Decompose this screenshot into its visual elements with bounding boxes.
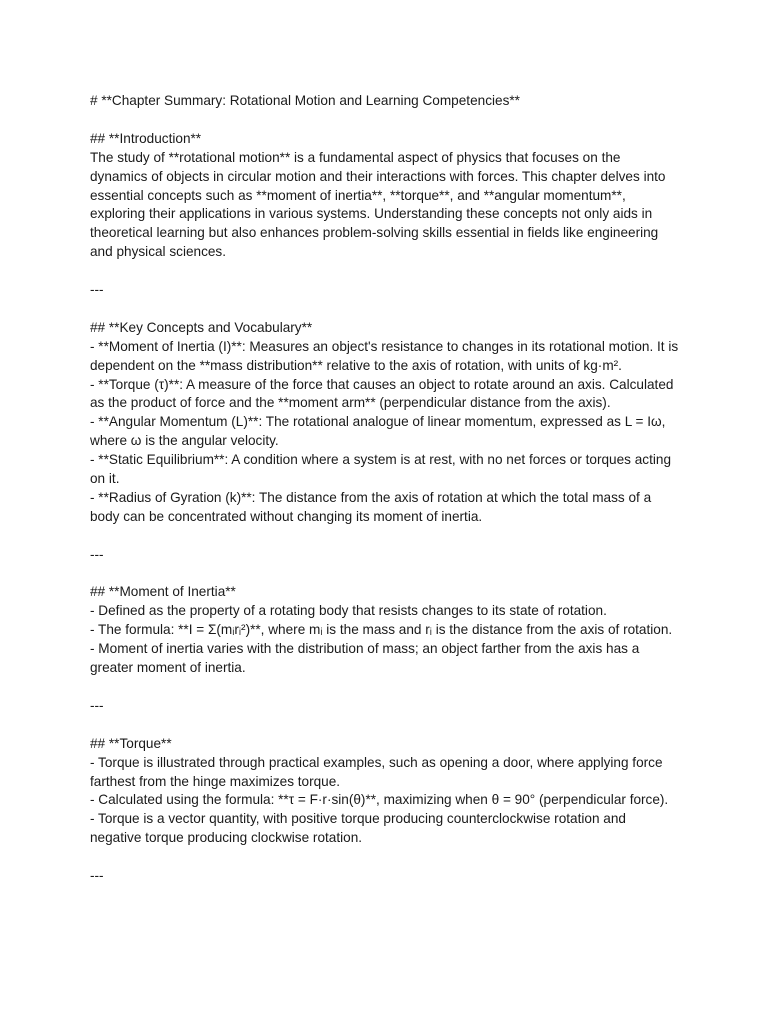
separator: ---: [90, 546, 104, 562]
list-item: - **Torque (τ)**: A measure of the force that causes an object to rotate around an axis. Calculated as the product of force and the **moment arm** (perpendicular distance from the axis).: [90, 376, 674, 411]
list-item: - **Static Equilibrium**: A condition where a system is at rest, with no net forces or torques acting on it.: [90, 452, 672, 487]
list-item: - Defined as the property of a rotating body that resists changes to its state of rotation.: [90, 603, 607, 619]
list-item: - Calculated using the formula: **τ = F·r·sin(θ)**, maximizing when θ = 90° (perpendicular force).: [90, 792, 669, 808]
list-item: - Torque is illustrated through practical examples, such as opening a door, where applying force farthest from the hinge maximizes torque.: [90, 754, 663, 789]
separator: ---: [90, 697, 104, 713]
separator: ---: [90, 868, 104, 884]
document-title: # **Chapter Summary: Rotational Motion and Learning Competencies**: [90, 93, 520, 108]
moment-of-inertia-heading: ## **Moment of Inertia**: [90, 584, 236, 600]
key-concepts-heading: ## **Key Concepts and Vocabulary**: [90, 319, 313, 335]
introduction-heading: ## **Introduction**: [90, 130, 202, 146]
moment-of-inertia-list: [90, 602, 680, 678]
key-concepts-list: [90, 338, 680, 527]
list-item: - The formula: **I = Σ(mᵢrᵢ²)**, where mᵢ is the mass and rᵢ is the distance from the axis of rotation.: [90, 622, 673, 638]
list-item: - **Radius of Gyration (k)**: The distance from the axis of rotation at which the total mass of a body can be concentrated without changing its moment of inertia.: [90, 489, 652, 524]
torque-heading: ## **Torque**: [90, 735, 172, 751]
separator: ---: [90, 282, 104, 298]
introduction-paragraph: The study of **rotational motion** is a fundamental aspect of physics that focuses on the dynamics of objects in circular motion and their interactions with forces. This chapter delves into essential concepts such as **moment of inertia**, **torque**, and **angular momentum**, exploring their applications in various systems. Understanding these concepts not only aids in theoretical learning but also enhances problem-solving skills essential in fields like engineering and physical sciences.: [90, 149, 666, 260]
list-item: - **Angular Momentum (L)**: The rotational analogue of linear momentum, expressed as L = Iω, where ω is the angular velocity.: [90, 414, 666, 449]
list-item: - **Moment of Inertia (I)**: Measures an object's resistance to changes in its rotational motion. It is dependent on the **mass distribution** relative to the axis of rotation, with units of kg·m².: [90, 338, 679, 373]
list-item: - Moment of inertia varies with the distribution of mass; an object farther from the axis has a greater moment of inertia.: [90, 641, 640, 676]
list-item: - Torque is a vector quantity, with positive torque producing counterclockwise rotation and negative torque producing clockwise rotation.: [90, 811, 626, 846]
torque-list: [90, 754, 680, 849]
